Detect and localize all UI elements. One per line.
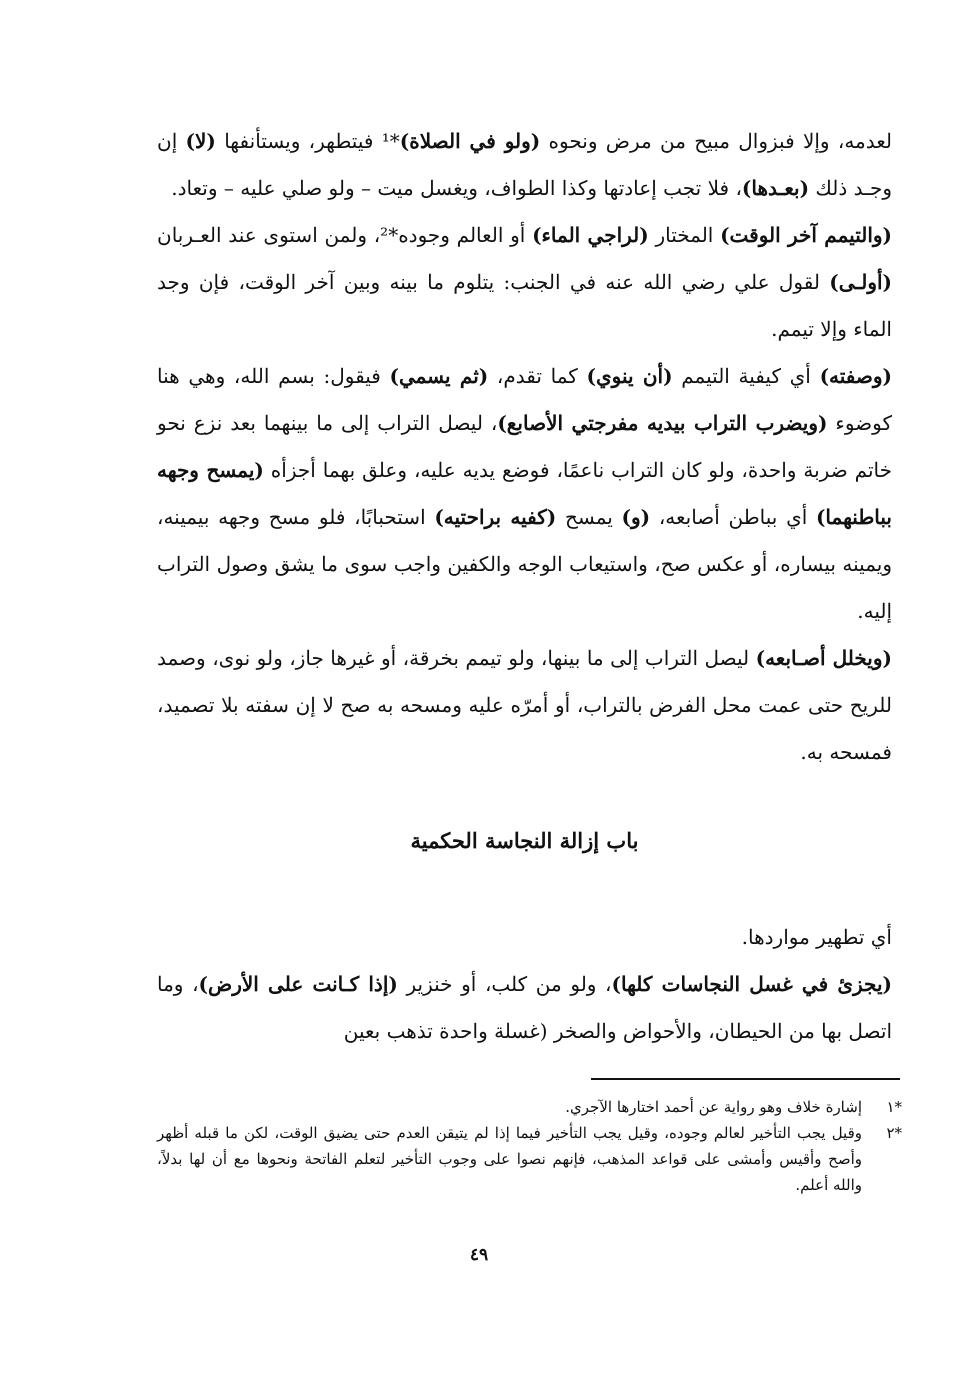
footnote-text: إشارة خلاف وهو رواية عن أحمد اختارها الآجري. — [565, 1098, 862, 1116]
main-text — [157, 118, 892, 776]
page-number: ٤٩ — [469, 1245, 489, 1265]
footnote-separator — [591, 1078, 900, 1080]
paragraph: (يجزئ في غسل النجاسات كلها)، ولو من كلب، أو خنزير (إذا كـانت على الأرض)، وما اتصل بها من الحيطان، والأحواض والصخر (غسلة واحدة تذهب بعين — [157, 972, 892, 1043]
footnote — [157, 1094, 902, 1120]
paragraph: (والتيمم آخر الوقت) المختار (لراجي الماء) أو العالم وجوده*²، ولمن استوى عند العـربان (أولـى) لقول علي رضي الله عنه في الجنب: يتلوم ما بينه وبين آخر الوقت، فإن وجد الماء وإلا تيمم. — [157, 223, 892, 341]
footnote-mark: *١ — [886, 1098, 902, 1116]
paragraph: (ويخلل أصـابعه) ليصل التراب إلى ما بينها، ولو تيمم بخرقة، أو غيرها جاز، ولو نوى، وصمد للريح حتى عمت محل الفرض بالتراب، أو أمرّه عليه ومسحه به صح لا إن سفته بلا تصميد، فمسحه به. — [157, 646, 892, 764]
footnote-text: وقيل يجب التأخير لعالم وجوده، وقيل يجب التأخير فيما إذا لم يتيقن العدم حتى يضيق الوقت، لكن ما قبله أظهر وأصح وأقيس وأمشى على قواعد المذهب، فإنهم نصوا على وجوب التأخير لتعلم الفاتحة ونحوها مع أن لها بدلاً، والله أعلم. — [157, 1124, 862, 1194]
section-heading: باب إزالة النجاسة الحكمية — [410, 828, 639, 853]
paragraph: لعدمه، وإلا فبزوال مبيح من مرض ونحوه (ولو في الصلاة)*¹ فيتطهر، ويستأنفها (لا) إن وجـد ذلك (بعـدها)، فلا تجب إعادتها وكذا الطواف، ويغسل ميت – ولو صلي عليه – وتعاد. — [157, 129, 892, 200]
paragraph: (وصفته) أي كيفية التيمم (أن ينوي) كما تقدم، (ثم يسمي) فيقول: بسم الله، وهي هنا كوضوء (ويضرب التراب بيديه مفرجتي الأصابع)، ليصل التراب إلى ما بينهما بعد نزع نحو خاتم ضربة واحدة، ولو كان التراب ناعمًا، فوضع يديه عليه، وعلق بهما أجزأه (يمسح وجهه بباطنهما) أي بباطن أصابعه، (و) يمسح (كفيه براحتيه) استحبابًا، فلو مسح وجهه بيمينه، ويمينه بيساره، أو عكس صح، واستيعاب الوجه والكفين واجب سوى ما يشق وصول التراب إليه. — [157, 364, 893, 623]
section-text — [157, 914, 892, 1055]
footnote-mark: *٢ — [886, 1124, 902, 1142]
paragraph: أي تطهير مواردها. — [741, 925, 892, 949]
footnotes — [157, 1094, 902, 1198]
footnote — [157, 1120, 902, 1198]
